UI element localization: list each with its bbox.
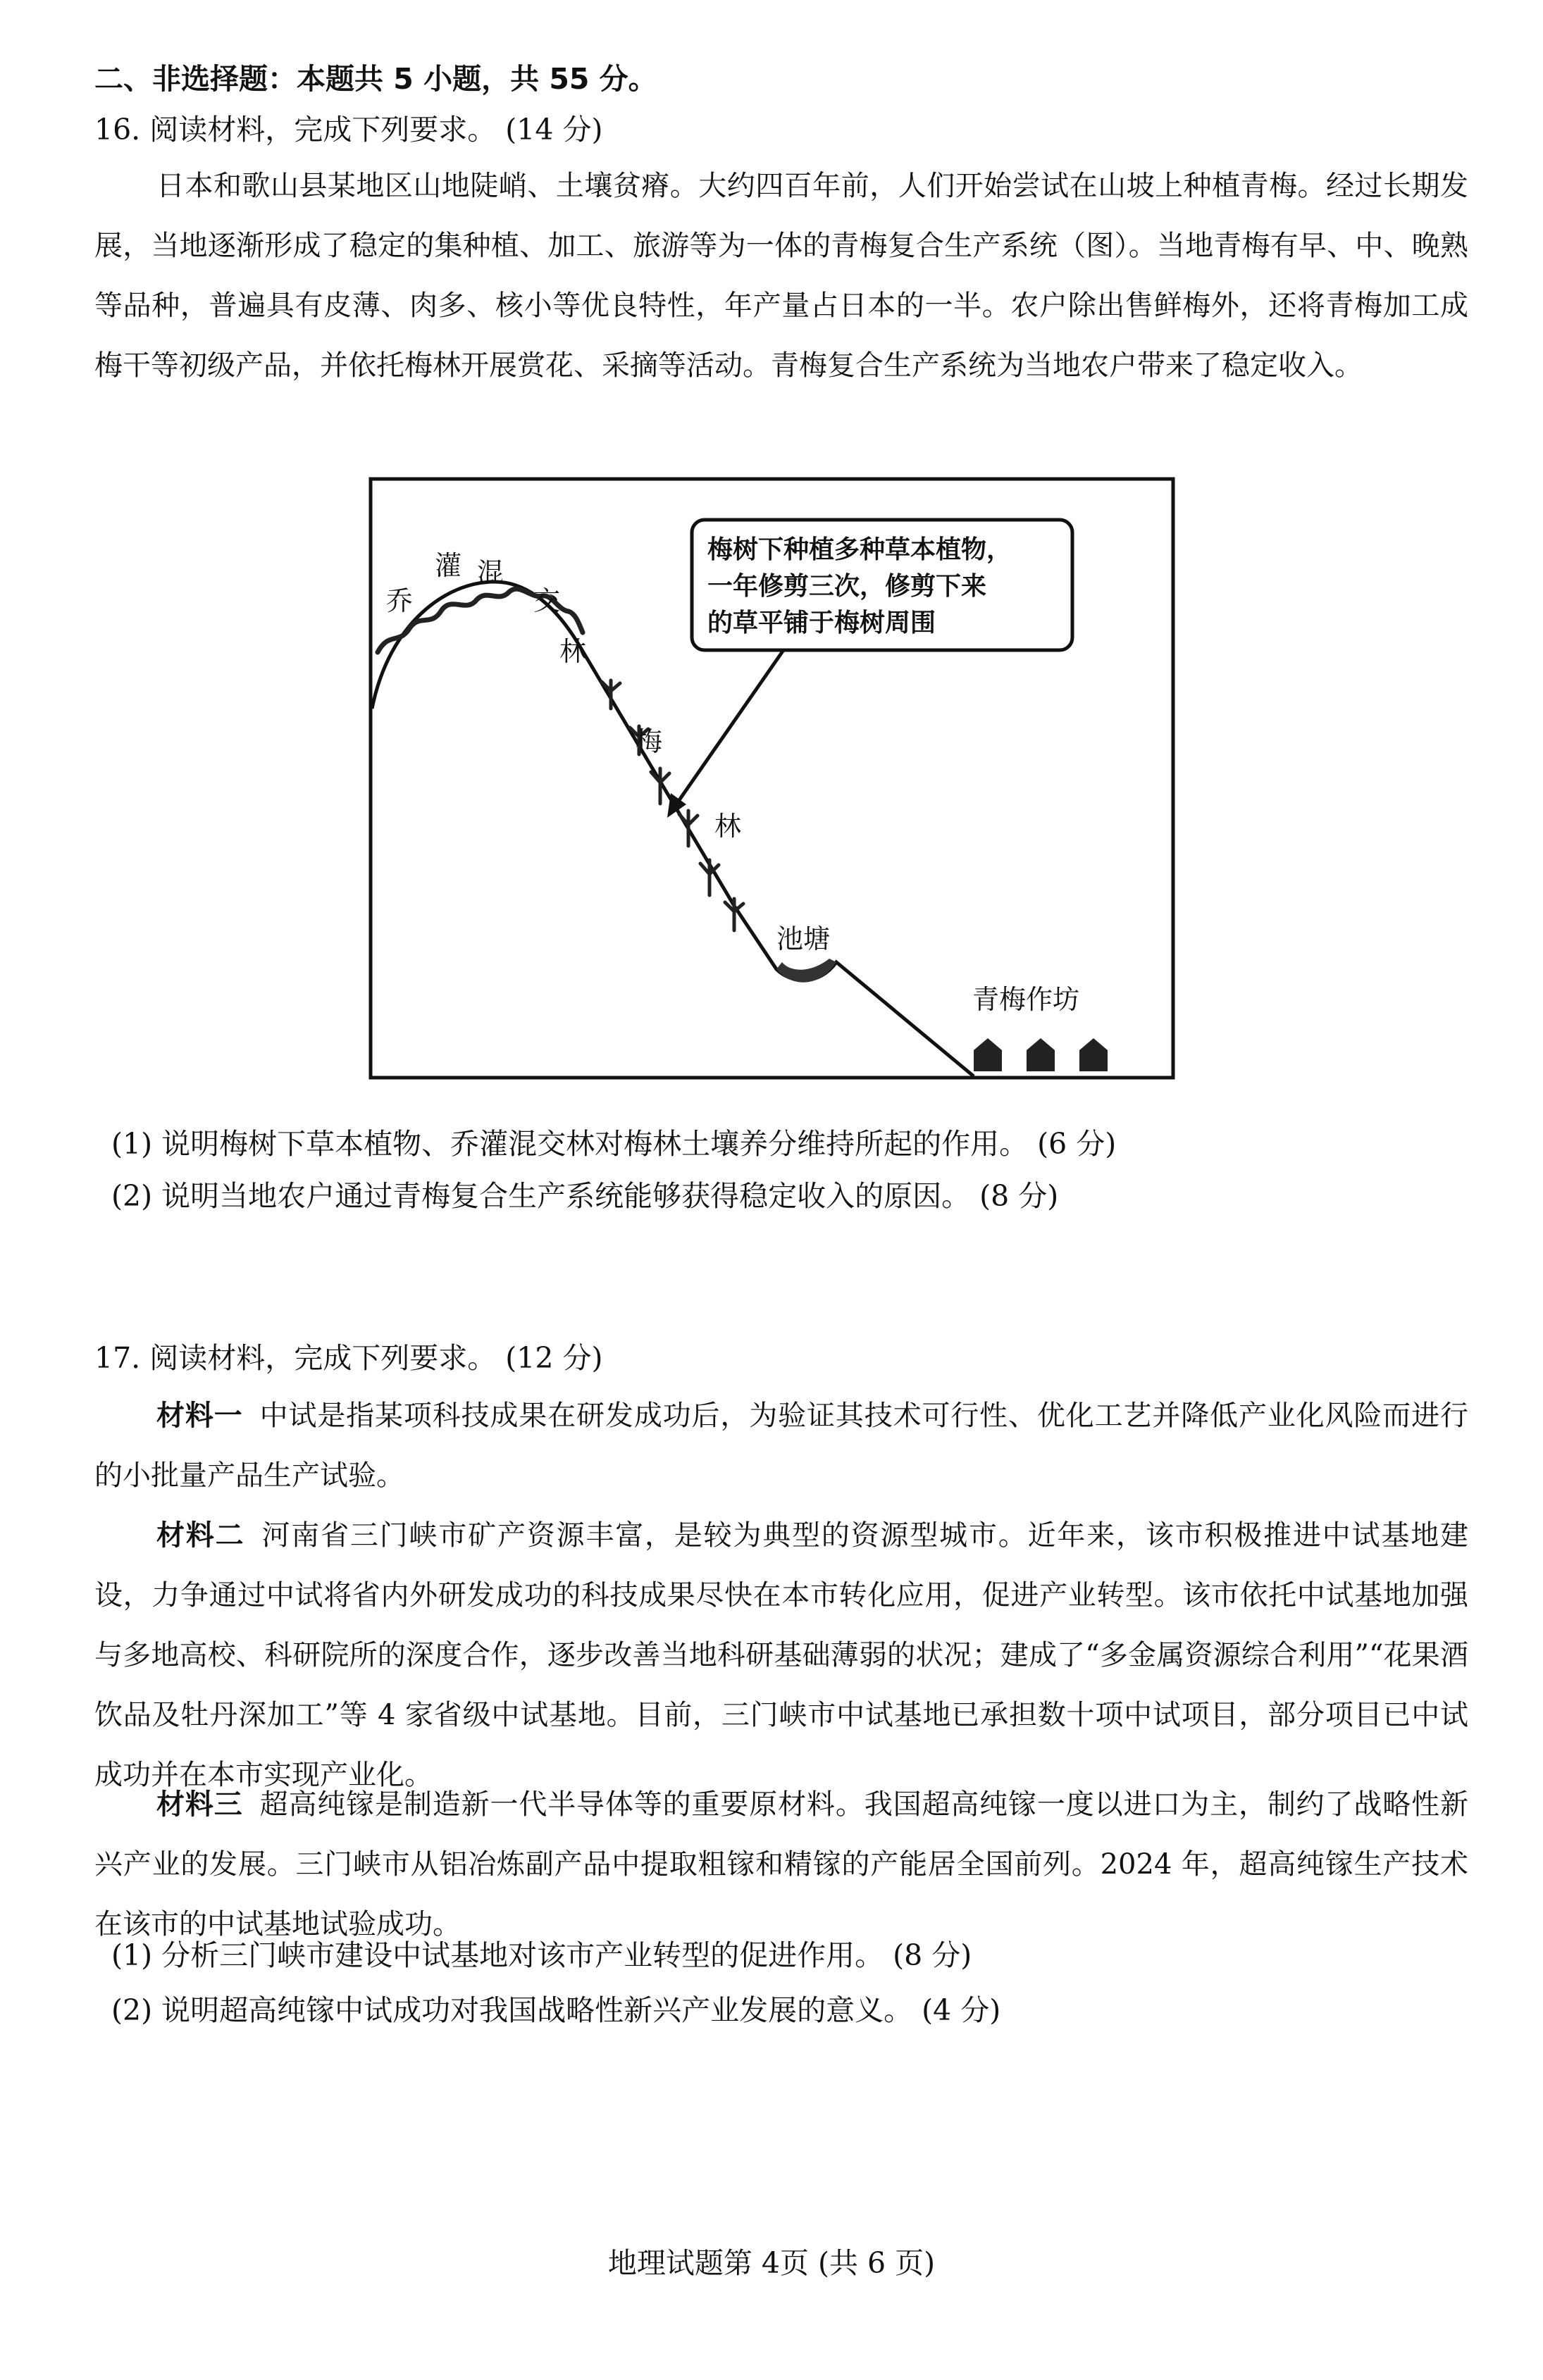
plum-label-char-1: 梅 — [636, 726, 663, 757]
question-16-sub-2: (2) 说明当地农户通过青梅复合生产系统能够获得稳定收入的原因。 (8 分) — [111, 1179, 1059, 1213]
callout-line-1: 梅树下种植多种草本植物， — [707, 535, 1012, 564]
terrain-profile — [372, 582, 974, 1076]
plum-label-char-2: 林 — [714, 811, 742, 842]
forest-label-char-1: 乔 — [386, 585, 414, 616]
callout-arrow-line — [674, 650, 783, 807]
material-3-label: 材料三 — [156, 1788, 243, 1821]
question-17-title: 17. 阅读材料，完成下列要求。 (12 分) — [94, 1341, 603, 1375]
section-header: 二、非选择题：本题共 5 小题，共 55 分。 — [94, 62, 657, 96]
question-17-material-2 — [94, 1506, 1468, 1805]
pond-shape — [776, 959, 836, 983]
question-16-title: 16. 阅读材料，完成下列要求。 (14 分) — [94, 113, 603, 147]
page-footer: 地理试题第 4页 (共 6 页) — [607, 2246, 936, 2280]
pond-label: 池塘 — [776, 923, 831, 954]
material-1-text: 中试是指某项科技成果在研发成功后，为验证其技术可行性、优化工艺并降低产业化风险而进行的小批量产品生产试验。 — [94, 1400, 1469, 1492]
material-2-text: 河南省三门峡市矿产资源丰富，是较为典型的资源型城市。近年来，该市积极推进中试基地建设，力争通过中试将省内外研发成功的科技成果尽快在本市转化应用，促进产业转型。该市依托中试基地加强与多地高校、科研院所的深度合作，逐步改善当地科研基础薄弱的状况；建成了“多金属资源综合利用”“花果酒饮品及牡丹深加工”等 4 家省级中试基地。目前，三门峡市中试基地已承担数十项中试项目，部分项目已中试成功并在本市实现产业化。 — [94, 1519, 1469, 1791]
workshop-houses — [974, 1038, 1108, 1071]
forest-label-char-3: 混 — [477, 557, 504, 588]
question-17-material-3 — [94, 1775, 1468, 1955]
plum-system-figure — [368, 476, 1176, 1080]
material-3-text: 超高纯镓是制造新一代半导体等的重要原材料。我国超高纯镓一度以进口为主，制约了战略性新兴产业的发展。三门峡市从铝冶炼副产品中提取粗镓和精镓的产能居全国前列。2024 年，超高纯镓生产技术在该市的中试基地试验成功。 — [94, 1788, 1469, 1940]
forest-label-char-4: 交 — [533, 585, 561, 616]
callout-line-3: 的草平铺于梅树周围 — [707, 609, 936, 637]
forest-label-char-2: 灌 — [435, 550, 462, 581]
question-16-sub-1: (1) 说明梅树下草本植物、乔灌混交林对梅林土壤养分维持所起的作用。 (6 分) — [111, 1127, 1117, 1161]
material-2-label: 材料二 — [156, 1519, 245, 1552]
question-17-sub-2: (2) 说明超高纯镓中试成功对我国战略性新兴产业发展的意义。 (4 分) — [111, 1993, 1001, 2027]
question-17-material-1 — [94, 1386, 1468, 1506]
workshop-label: 青梅作坊 — [972, 984, 1080, 1015]
callout-line-2: 一年修剪三次，修剪下来 — [707, 572, 987, 601]
material-1-label: 材料一 — [156, 1400, 243, 1432]
question-16-passage: 日本和歌山县某地区山地陡峭、土壤贫瘠。大约四百年前，人们开始尝试在山坡上种植青梅。经过长期发展，当地逐渐形成了稳定的集种植、加工、旅游等为一体的青梅复合生产系统（图）。当地青梅有早、中、晚熟等品种，普遍具有皮薄、肉多、核小等优良特性，年产量占日本的一半。农户除出售鲜梅外，还将青梅加工成梅干等初级产品，并依托梅林开展赏花、采摘等活动。青梅复合生产系统为当地农户带来了稳定收入。 — [94, 170, 1468, 382]
question-17-sub-1: (1) 分析三门峡市建设中试基地对该市产业转型的促进作用。 (8 分) — [111, 1938, 972, 1972]
forest-label-char-5: 林 — [559, 636, 587, 667]
